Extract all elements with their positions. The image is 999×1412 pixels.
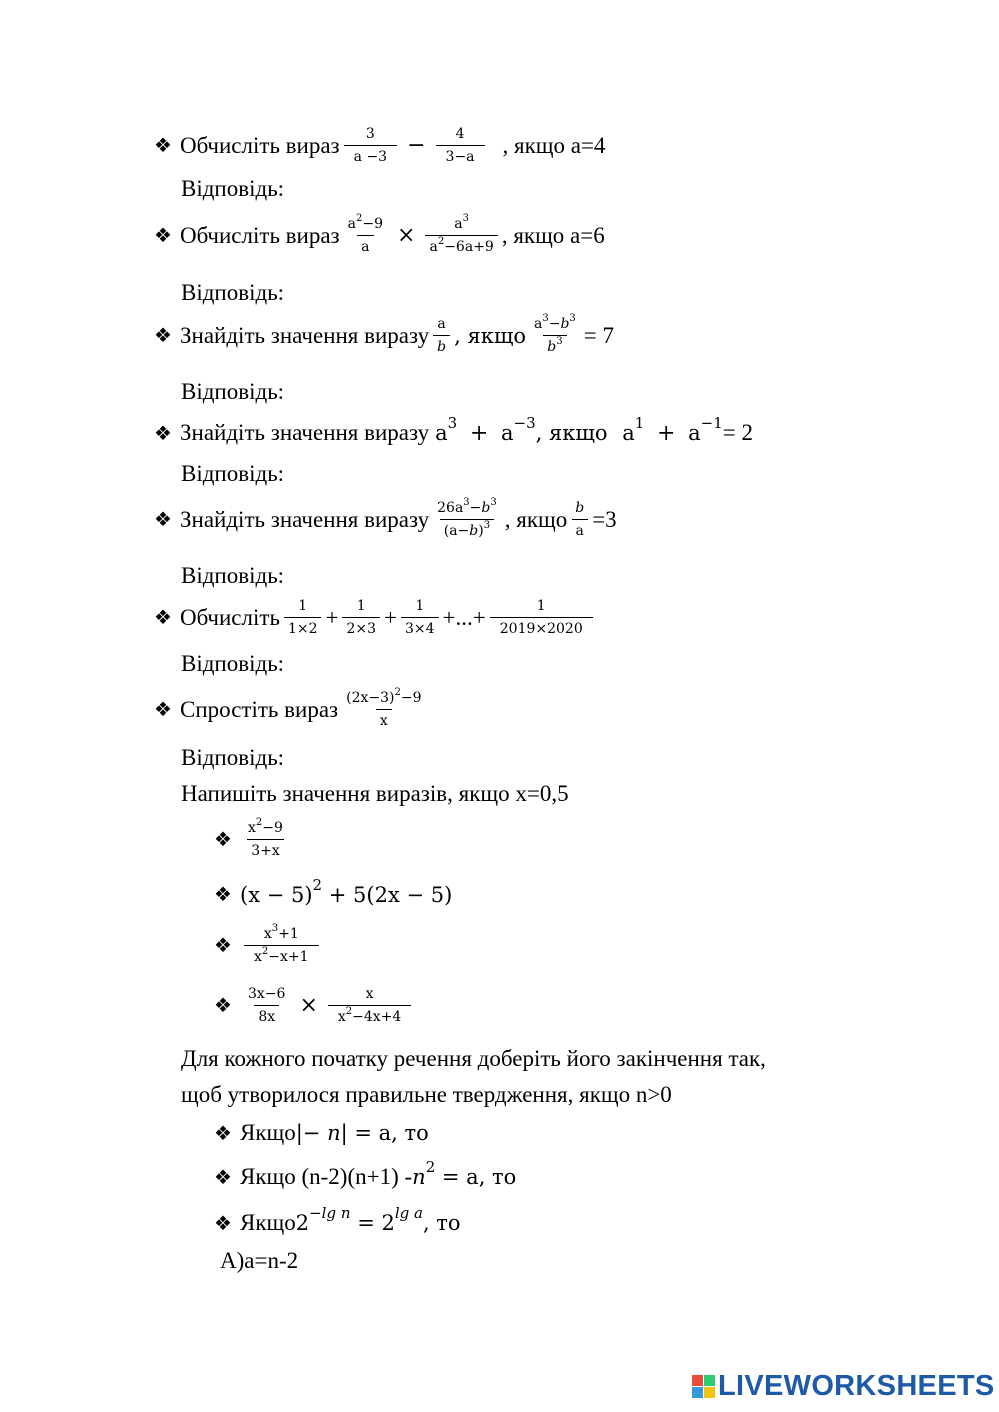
match-item-3: ❖ Якщо $2^{-lg n} = 2^{lg a}$, то bbox=[212, 1210, 461, 1236]
bullet-icon: ❖ bbox=[214, 884, 232, 906]
q7-fraction: $\frac{(2x-3)^2-9}{x}$ bbox=[346, 687, 422, 729]
match-item-1: ❖ Якщо |− n| = a, то bbox=[212, 1120, 429, 1146]
q3-tail: = 7 bbox=[583, 322, 615, 348]
q2-times: × bbox=[397, 223, 416, 248]
x-expression-4: ❖ $\frac{3x-6}{8x}$ × $\frac{x}{x^2-4x+4}$ bbox=[212, 986, 415, 1025]
bullet-icon: ❖ bbox=[214, 1212, 232, 1235]
q6-fraction-3: $\frac{1}{3\times 4}$ bbox=[401, 598, 439, 637]
logo-icon bbox=[692, 1375, 715, 1398]
q1-minus: − bbox=[407, 133, 426, 158]
q5-fraction-1: $\frac{26a^3-b^3}{(a-b)^3}$ bbox=[437, 497, 497, 539]
bullet-icon: ❖ bbox=[214, 995, 232, 1017]
answer-label-7: Відповідь: bbox=[181, 745, 285, 770]
match-intro-line-2: щоб утворилося правильне твердження, якщо n>0 bbox=[181, 1082, 672, 1107]
bullet-icon: ❖ bbox=[214, 1122, 232, 1145]
q2-fraction-2: $\frac{a^3}{a^2-6a+9}$ bbox=[425, 216, 497, 255]
q5-mid: , якщо bbox=[504, 506, 568, 532]
logo-text: LIVEWORKSHEETS bbox=[718, 1370, 995, 1402]
q3-fraction-2: $\frac{a^3-b^3}{b^3}$ bbox=[533, 313, 576, 355]
q2-tail: , якщо a=6 bbox=[501, 222, 605, 248]
q2-lead: Обчисліть вираз bbox=[180, 222, 340, 248]
match-intro-line-1: Для кожного початку речення доберіть його закінчення так, bbox=[181, 1046, 766, 1071]
q7-lead: Спростіть вираз bbox=[180, 696, 339, 722]
q3-lead: Знайдіть значення виразу bbox=[180, 322, 430, 348]
bullet-icon: ❖ bbox=[154, 699, 172, 721]
option-a: А)a=n-2 bbox=[220, 1248, 299, 1273]
bullet-icon: ❖ bbox=[154, 325, 172, 347]
answer-label-1: Відповідь: bbox=[181, 176, 285, 201]
answer-label-2: Відповідь: bbox=[181, 280, 285, 305]
bullet-icon: ❖ bbox=[214, 1166, 232, 1189]
x-intro: Напишіть значення виразів, якщо x=0,5 bbox=[181, 781, 569, 806]
question-2 bbox=[152, 213, 605, 255]
bullet-icon: ❖ bbox=[214, 829, 232, 851]
q5-tail: =3 bbox=[592, 506, 617, 532]
x-expression-3: ❖ $\frac{x^3+1}{x^2-x+1}$ bbox=[212, 926, 323, 965]
liveworksheets-logo bbox=[692, 1370, 995, 1403]
x-expression-2: ❖ $(x - 5)^2 + 5(2x - 5)$ bbox=[212, 882, 452, 907]
bullet-icon: ❖ bbox=[214, 935, 232, 957]
answer-label-6: Відповідь: bbox=[181, 651, 285, 676]
q6-fraction-last: $\frac{1}{2019\times 2020}$ bbox=[490, 598, 593, 637]
q6-fraction-2: $\frac{1}{2\times 3}$ bbox=[342, 598, 380, 637]
bullet-icon: ❖ bbox=[154, 225, 172, 247]
bullet-icon: ❖ bbox=[154, 607, 172, 629]
bullet-icon: ❖ bbox=[154, 509, 172, 531]
q5-lead: Знайдіть значення виразу bbox=[180, 506, 430, 532]
q1-lead: Обчисліть вираз bbox=[180, 132, 340, 158]
bullet-icon: ❖ bbox=[154, 135, 172, 157]
question-7 bbox=[152, 687, 430, 729]
q1-fraction-2: $\frac{4}{3-a}$ bbox=[436, 126, 485, 165]
q4-tail: = 2 bbox=[722, 420, 754, 445]
answer-label-4: Відповідь: bbox=[181, 461, 285, 486]
answer-label-3: Відповідь: bbox=[181, 379, 285, 404]
q1-tail: , якщо a=4 bbox=[502, 132, 606, 158]
question-3 bbox=[152, 313, 615, 355]
question-6: ❖ Обчисліть $\frac{1}{1\times 2}$ + $\frac{1}{2\times 3}$ + $\frac{1}{3\times 4}$ +...+ $\frac{1}{2019\times 2020}$ bbox=[152, 598, 597, 637]
q5-fraction-2: $\frac{b}{a}$ bbox=[571, 500, 588, 539]
q4-lead: Знайдіть значення виразу bbox=[180, 420, 430, 445]
answer-label-5: Відповідь: bbox=[181, 563, 285, 588]
bullet-icon: ❖ bbox=[154, 422, 172, 445]
question-5 bbox=[152, 497, 617, 539]
x-expression-1: ❖ $\frac{x^2-9}{3+x}$ bbox=[212, 820, 291, 859]
question-1 bbox=[152, 126, 605, 165]
q1-fraction-1: $\frac{3}{a -3}$ bbox=[344, 126, 397, 165]
match-item-2: ❖ Якщо (n-2)(n+1) - $n^2 = a$, то bbox=[212, 1164, 516, 1190]
q3-mid: , якщо bbox=[454, 323, 526, 348]
q4-expression: $a^3 + a^{-3}$, якщо $a^1 + a^{-1}$ bbox=[435, 413, 723, 446]
q6-fraction-1: $\frac{1}{1\times 2}$ bbox=[284, 598, 322, 637]
question-4 bbox=[152, 413, 754, 446]
q6-lead: Обчисліть bbox=[180, 604, 280, 630]
q2-fraction-1: $\frac{a^2-9}{a}$ bbox=[347, 213, 384, 255]
q3-fraction-1: $\frac{a}{b}$ bbox=[433, 316, 450, 355]
